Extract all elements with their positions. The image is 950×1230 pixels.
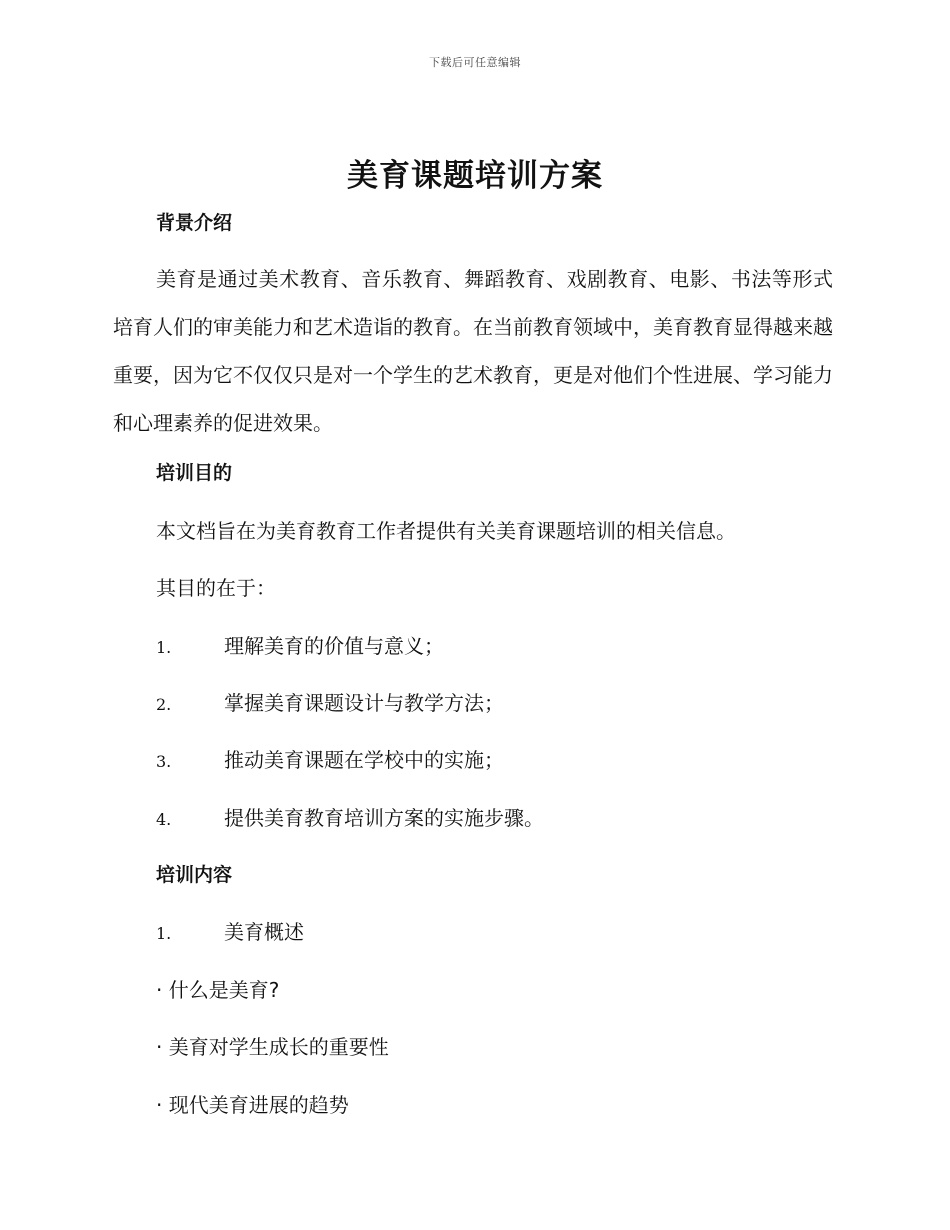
section-heading-background: 背景介绍	[156, 212, 233, 234]
list-item-number: 1.	[156, 638, 172, 657]
list-item-text: 掌握美育课题设计与教学方法；	[224, 691, 504, 715]
document-title: 美育课题培训方案	[347, 158, 603, 194]
bullet-item: · 现代美育进展的趋势	[156, 1093, 349, 1117]
list-item-text: 美育概述	[224, 920, 304, 944]
list-item-text: 理解美育的价值与意义；	[224, 634, 444, 658]
list-item-text: 推动美育课题在学校中的实施；	[224, 748, 504, 772]
list-item	[156, 744, 504, 773]
background-paragraph: 美育是通过美术教育、音乐教育、舞蹈教育、戏剧教育、电影、书法等形式培育人们的审美能力和艺术造诣的教育。在当前教育领域中，美育教育显得越来越重要，因为它不仅仅只是对一个学生的艺术教育，更是对他们个性进展、学习能力和心理素养的促进效果。	[113, 267, 833, 435]
list-item-number: 3.	[156, 752, 172, 771]
section-heading-content: 培训内容	[156, 864, 233, 886]
list-item	[156, 916, 304, 945]
list-item	[156, 687, 504, 716]
list-item	[156, 802, 544, 831]
list-item	[156, 630, 444, 659]
list-item-number: 1.	[156, 924, 172, 943]
header-note: 下载后可任意编辑	[429, 56, 521, 69]
bullet-item: · 什么是美育?	[156, 978, 280, 1002]
list-item-number: 2.	[156, 695, 172, 714]
purpose-lead: 其目的在于：	[156, 576, 276, 600]
list-item-number: 4.	[156, 810, 172, 829]
list-item-text: 提供美育教育培训方案的实施步骤。	[224, 806, 544, 830]
bullet-item: · 美育对学生成长的重要性	[156, 1035, 389, 1059]
purpose-intro: 本文档旨在为美育教育工作者提供有关美育课题培训的相关信息。	[156, 519, 736, 543]
section-heading-purpose: 培训目的	[156, 462, 233, 484]
